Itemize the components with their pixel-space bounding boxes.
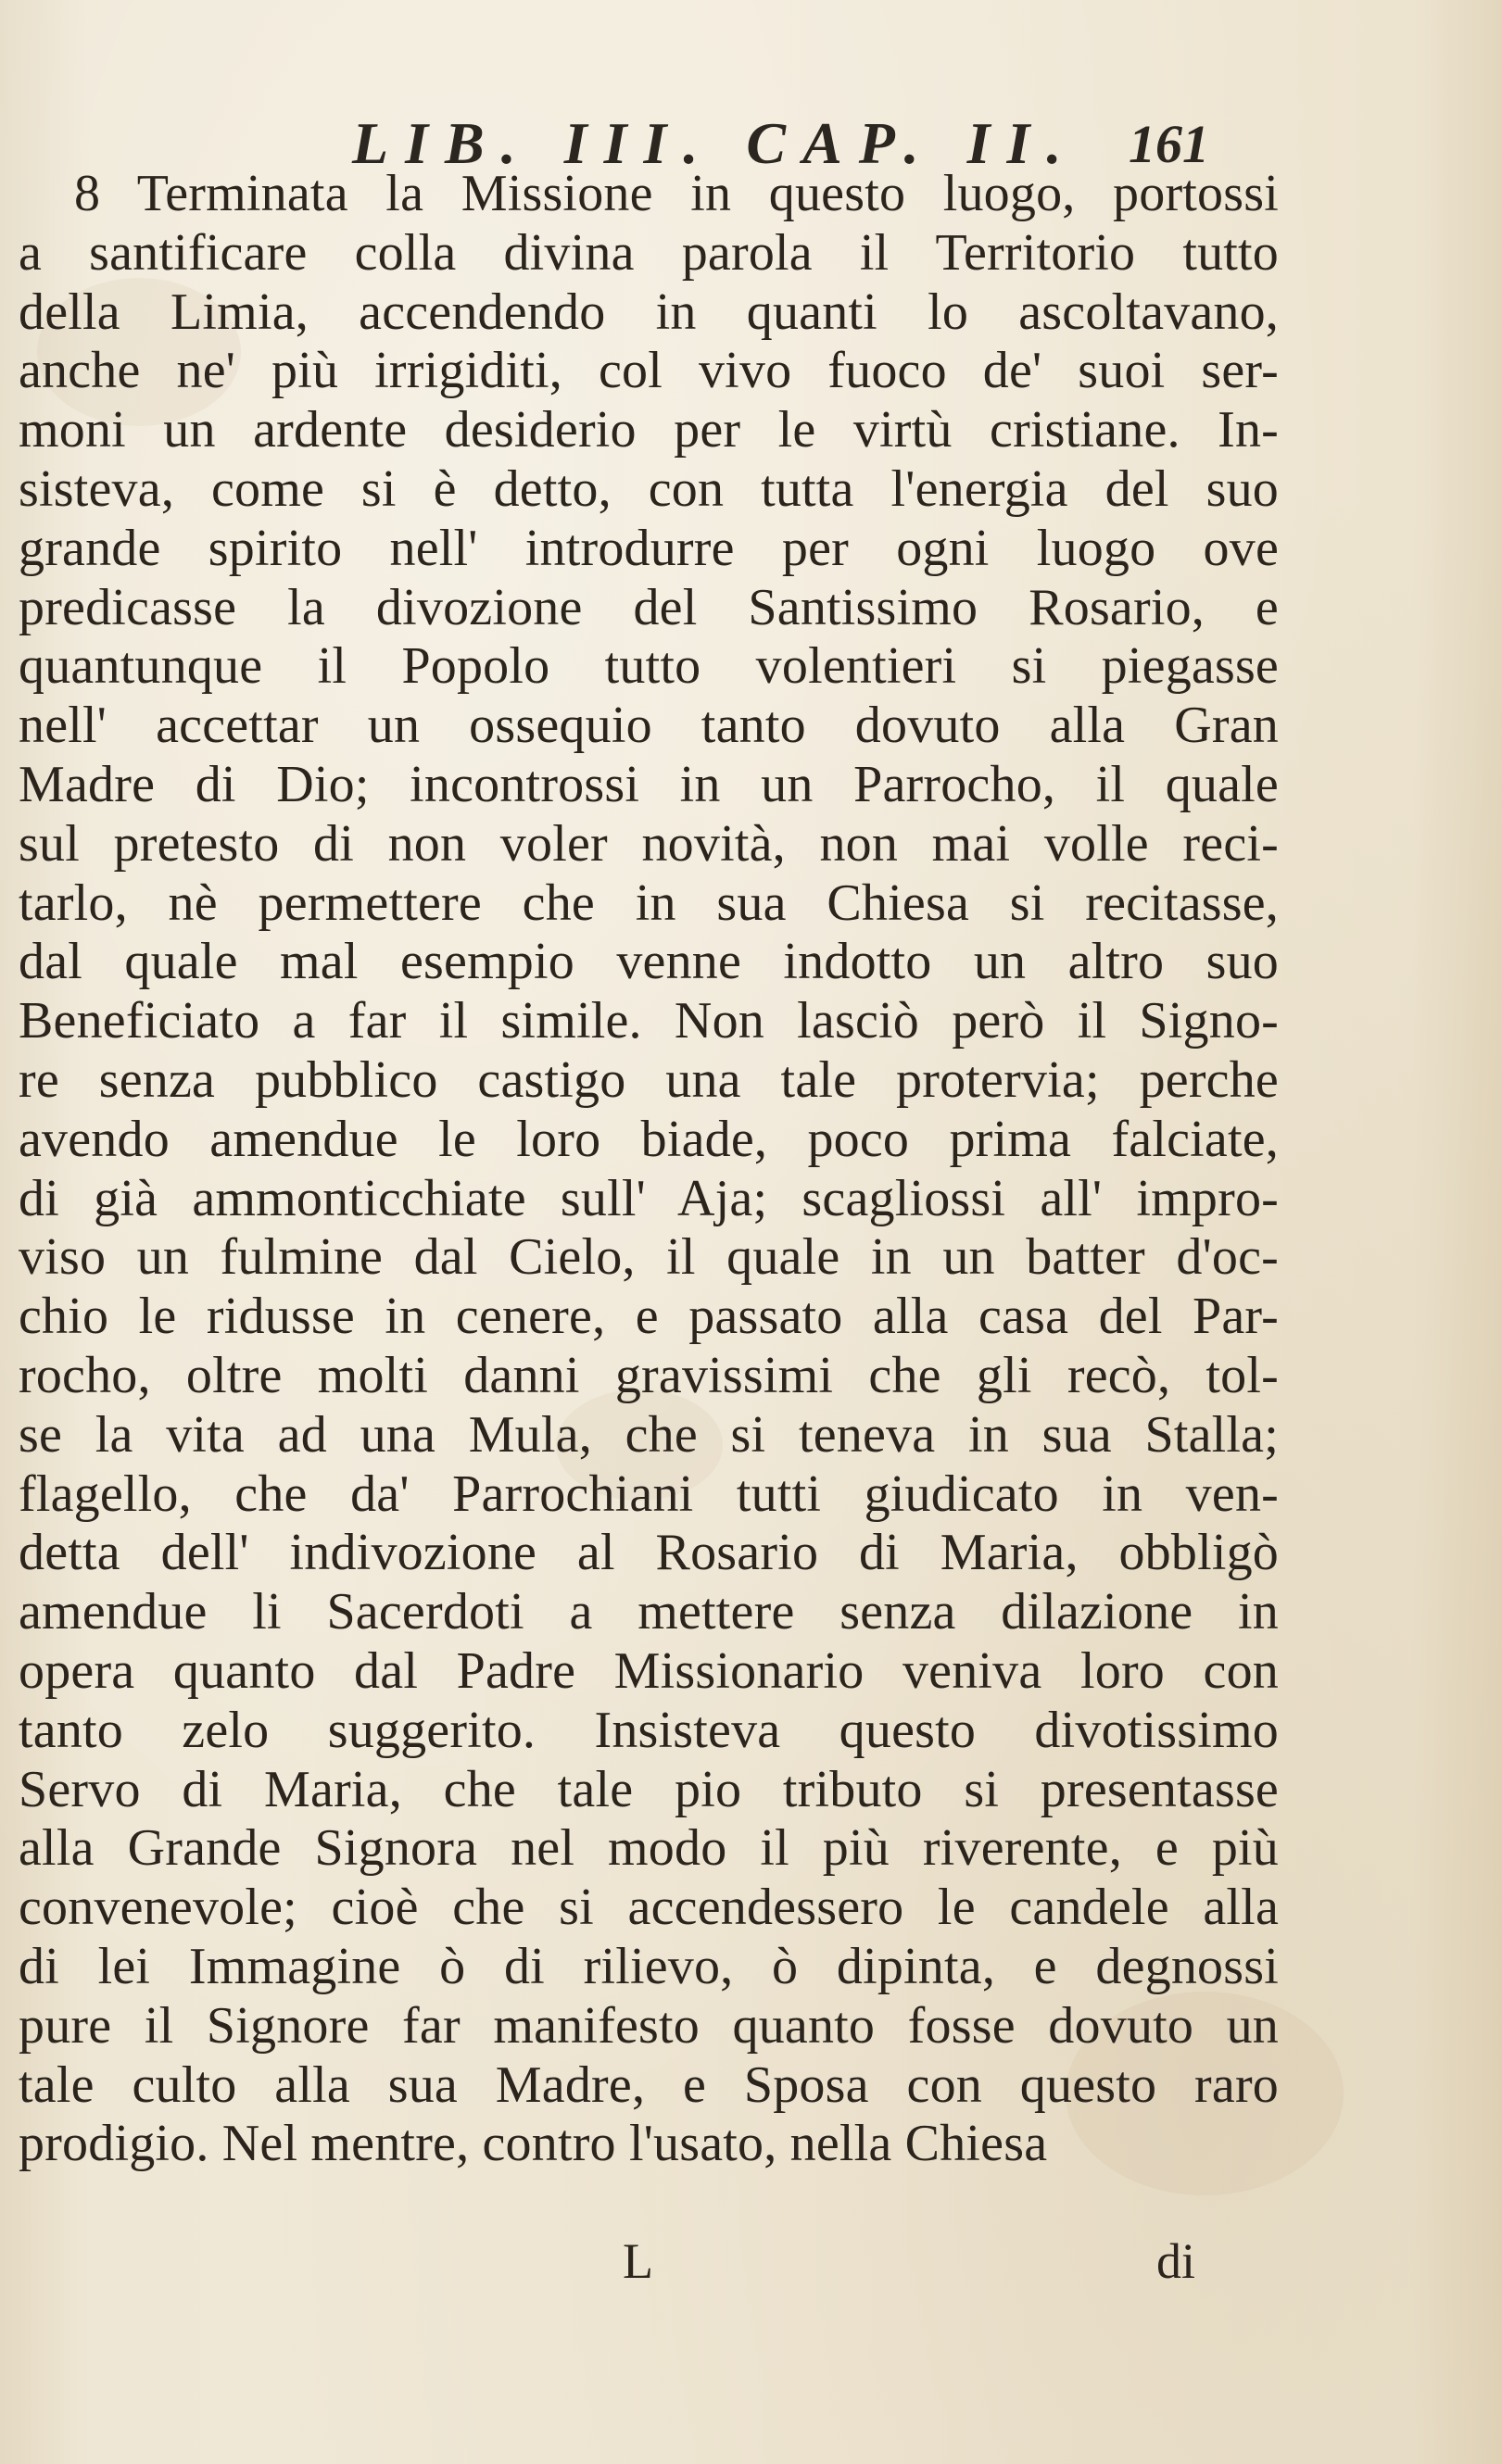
text-line: Beneficiato a far il simile. Non lasciò però il Signo- (19, 992, 1279, 1050)
text-line: sul pretesto di non voler novità, non mai volle reci- (19, 814, 1279, 873)
text-line: moni un ardente desiderio per le virtù cristiane. In- (19, 401, 1279, 459)
text-line: pure il Signore far manifesto quanto fosse dovuto un (19, 1996, 1279, 2055)
text-line: flagello, che da' Parrochiani tutti giudicato in ven- (19, 1465, 1279, 1523)
text-line: di già ammonticchiate sull' Aja; scagliossi all' impro- (19, 1169, 1279, 1227)
signature-mark: L (623, 2233, 653, 2289)
text-line: 8 Terminata la Missione in questo luogo, portossi (74, 165, 1279, 222)
text-line: re senza pubblico castigo una tale protervia; perche (19, 1050, 1279, 1109)
text-line: chio le ridusse in cenere, e passato alla casa del Par- (19, 1288, 1279, 1346)
text-line: sisteva, come si è detto, con tutta l'energia del suo (19, 459, 1279, 518)
text-line: rocho, oltre molti danni gravissimi che gli recò, tol- (19, 1346, 1279, 1404)
text-line: della Limia, accendendo in quanti lo ascoltavano, (19, 283, 1279, 341)
text-line: viso un fulmine dal Cielo, il quale in un batter d'oc- (19, 1228, 1279, 1287)
page-footer (0, 2232, 1502, 2288)
text-line: amendue li Sacerdoti a mettere senza dilazione in (19, 1583, 1279, 1641)
text-line: tale culto alla sua Madre, e Sposa con questo raro (19, 2055, 1279, 2114)
text-line: dal quale mal esempio venne indotto un altro suo (19, 933, 1279, 991)
text-line: anche ne' più irrigiditi, col vivo fuoco de' suoi ser- (19, 342, 1279, 400)
text-line: a santificare colla divina parola il Territorio tutto (19, 223, 1279, 282)
text-line: opera quanto dal Padre Missionario veniva loro con (19, 1641, 1279, 1700)
text-line: nell' accettar un ossequio tanto dovuto alla Gran (19, 697, 1279, 755)
text-line: detta dell' indivozione al Rosario di Maria, obbligò (19, 1524, 1279, 1582)
text-line: convenevole; cioè che si accendessero le candele alla (19, 1879, 1279, 1937)
text-line: grande spirito nell' introdurre per ogni luogo ove (19, 519, 1279, 577)
text-line: Madre di Dio; incontrossi in un Parrocho, il quale (19, 755, 1279, 813)
body-text (19, 165, 1279, 2174)
text-line: prodigio. Nel mentre, contro l'usato, nella Chiesa (19, 2115, 1048, 2173)
text-line: tarlo, nè permettere che in sua Chiesa si recitasse, (19, 874, 1279, 932)
text-line: predicasse la divozione del Santissimo Rosario, e (19, 578, 1279, 636)
page-number: 161 (1129, 114, 1209, 174)
text-line: alla Grande Signora nel modo il più riverente, e più (19, 1819, 1279, 1878)
text-line: avendo amendue le loro biade, poco prima falciate, (19, 1110, 1279, 1168)
text-line: tanto zelo suggerito. Insisteva questo divotissimo (19, 1701, 1279, 1759)
text-line: Servo di Maria, che tale pio tributo si presentasse (19, 1760, 1279, 1818)
text-line: di lei Immagine ò di rilievo, ò dipinta, e degnossi (19, 1937, 1279, 1995)
text-line: quantunque il Popolo tutto volentieri si piegasse (19, 637, 1279, 696)
catchword: di (1156, 2233, 1196, 2289)
running-head: LIB. III. CAP. II. (352, 110, 1079, 176)
text-line: se la vita ad una Mula, che si teneva in sua Stalla; (19, 1405, 1279, 1464)
